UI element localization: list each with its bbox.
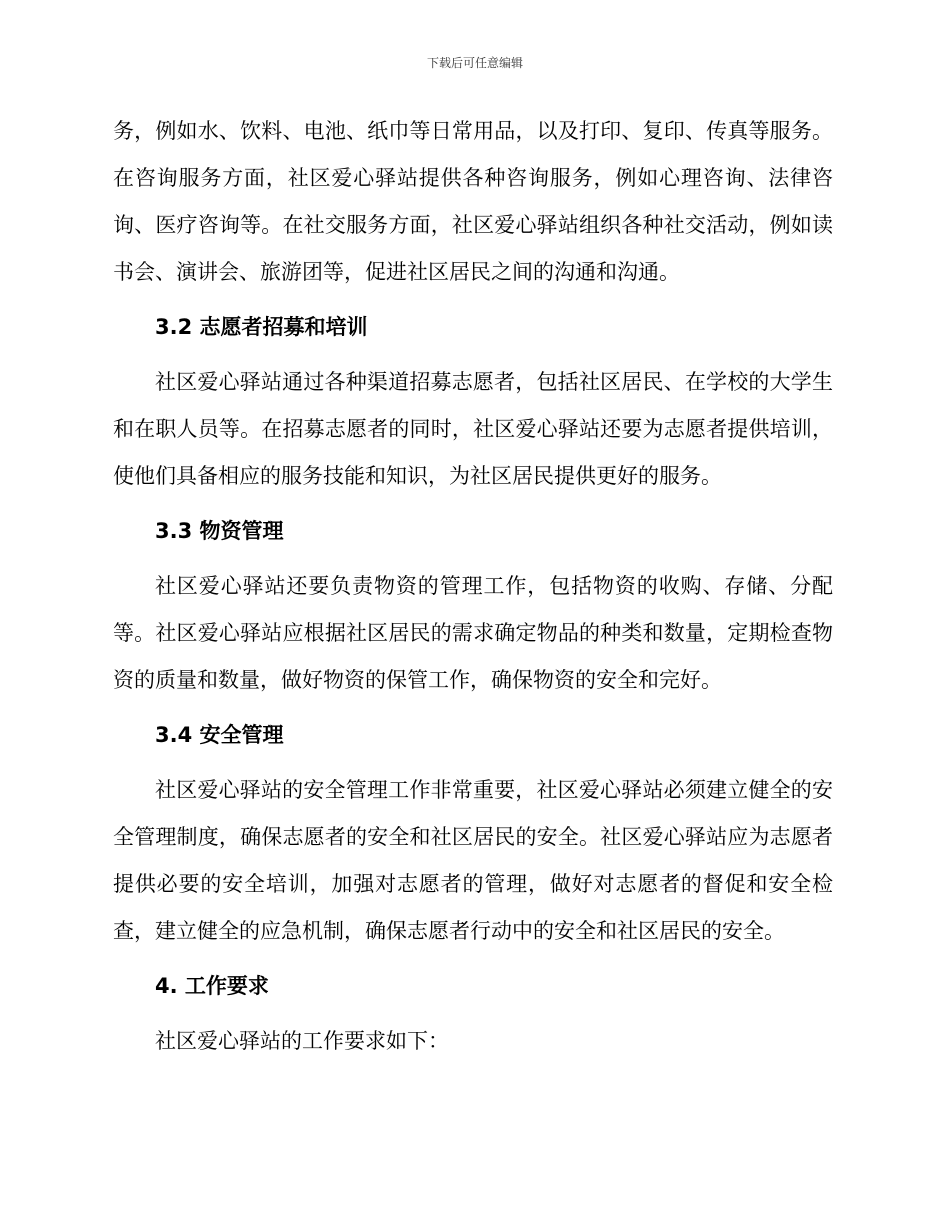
- paragraph-material-management: 社区爱心驿站还要负责物资的管理工作，包括物资的收购、存储、分配等。社区爱心驿站应根据社区居民的需求确定物品的种类和数量，定期检查物资的质量和数量，做好物资的保管工作，确保物资的安全和完好。: [113, 574, 833, 692]
- heading-4: 4. 工作要求: [155, 974, 269, 998]
- paragraph-volunteer-recruitment: 社区爱心驿站通过各种渠道招募志愿者，包括社区居民、在学校的大学生和在职人员等。在招募志愿者的同时，社区爱心驿站还要为志愿者提供培训，使他们具备相应的服务技能和知识，为社区居民提供更好的服务。: [113, 370, 833, 488]
- paragraph-services-continued: 务，例如水、饮料、电池、纸巾等日常用品，以及打印、复印、传真等服务。在咨询服务方面，社区爱心驿站提供各种咨询服务，例如心理咨询、法律咨询、医疗咨询等。在社交服务方面，社区爱心驿站组织各种社交活动，例如读书会、演讲会、旅游团等，促进社区居民之间的沟通和沟通。: [113, 119, 833, 284]
- paragraph-work-requirements: 社区爱心驿站的工作要求如下：: [155, 1029, 449, 1053]
- heading-3-3: 3.3 物资管理: [155, 519, 284, 543]
- heading-3-2: 3.2 志愿者招募和培训: [155, 315, 368, 339]
- document-body: [113, 108, 833, 1065]
- page-header: 下载后可任意编辑: [426, 56, 523, 70]
- paragraph-safety-management: 社区爱心驿站的安全管理工作非常重要，社区爱心驿站必须建立健全的安全管理制度，确保志愿者的安全和社区居民的安全。社区爱心驿站应为志愿者提供必要的安全培训，加强对志愿者的管理，做好对志愿者的督促和安全检查，建立健全的应急机制，确保志愿者行动中的安全和社区居民的安全。: [113, 778, 833, 943]
- heading-3-4: 3.4 安全管理: [155, 723, 284, 747]
